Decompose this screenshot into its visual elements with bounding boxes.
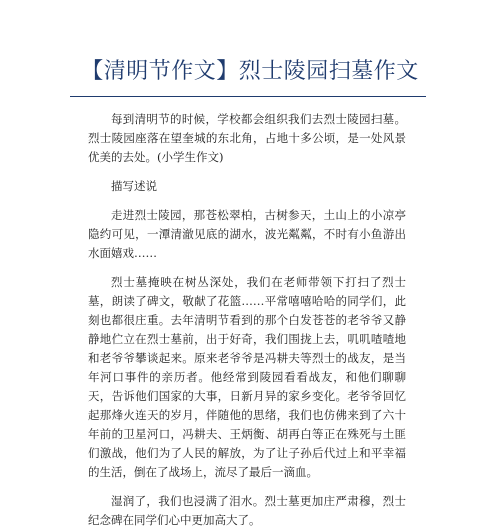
paragraph-memorial: 烈士墓掩映在树丛深处，我们在老师带领下打扫了烈士墓，朗读了碑文，敬献了花篮……平常嘻嘻哈哈的同学们，此刻也都很庄重。去年清明节看到的那个白发苍苍的老爷爷又静静地伫立在烈士墓前，出于好奇，我们围拢上去，叽叽喳喳地和老爷爷攀谈起来。原来老爷爷是冯耕夫等烈士的战友，是当年河口事件的亲历者。他经常到陵园看看战友，和他们聊聊天，告诉他们国家的大事，日新月异的家乡变化。老爷爷回忆起那烽火连天的岁月，伴随他的思绪，我们也仿佛来到了六十年前的卫星河口，冯耕夫、王炳衡、胡再白等正在殊死与土匪们激战，他们为了人民的解放，为了让子孙后代过上和平幸福的生活，倒在了战场上，流尽了最后一滴血。	[88, 275, 406, 479]
article-body	[88, 110, 406, 530]
paragraph-closing: 湿润了，我们也浸满了泪水。烈士墓更加庄严肃穆，烈士纪念碑在同学们心中更加高大了。	[88, 494, 406, 527]
paragraph-intro: 每到清明节的时候，学校都会组织我们去烈士陵园扫墓。烈士陵园座落在望奎城的东北角，占地十多公顷，是一处风景优美的去处。(小学生作文)	[88, 112, 406, 164]
section-heading: 描写述说	[111, 179, 157, 193]
paragraph-scenery: 走进烈士陵园，那苍松翠柏，古树参天，土山上的小凉亭隐约可见，一潭清澈见底的湖水，波光粼粼，不时有小鱼游出水面嬉戏……	[88, 208, 406, 260]
article-title: 【清明节作文】烈士陵园扫墓作文	[81, 59, 419, 84]
title-underline	[70, 96, 426, 97]
